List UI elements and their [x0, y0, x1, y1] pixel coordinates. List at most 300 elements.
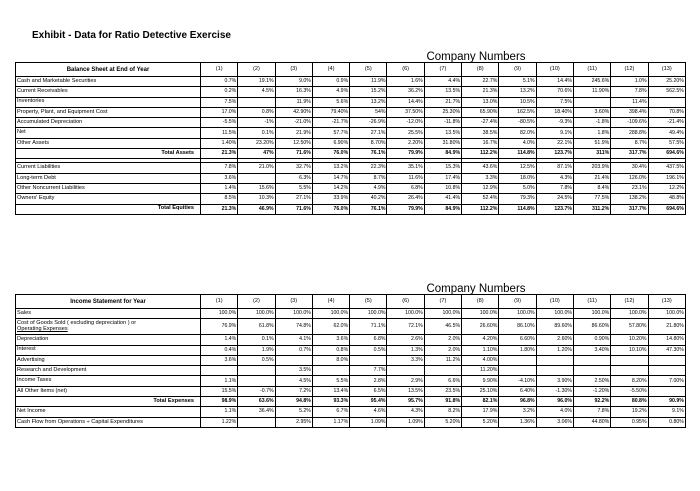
row-label-text: Cost of Goods Sold ( excluding depreciation ) or	[17, 320, 137, 327]
value-cell	[573, 366, 610, 376]
column-number: (7)	[424, 63, 461, 77]
row-label-text: Property, Plant, and Equipment Cost	[17, 108, 108, 115]
value-cell: 11.20%	[462, 366, 499, 376]
value-cell	[573, 97, 610, 107]
value-cell: 6.40%	[499, 386, 536, 396]
row-label	[16, 87, 201, 97]
cash-flow-row	[16, 417, 686, 427]
row-label	[16, 355, 201, 365]
value-cell: 0.95%	[611, 417, 648, 427]
value-cell: 23.20%	[238, 138, 275, 148]
value-cell: 5.2%	[275, 407, 312, 417]
value-cell: 203.9%	[573, 163, 610, 173]
sales-row	[16, 309, 686, 319]
value-cell: 4.0%	[499, 138, 536, 148]
value-cell: 86.10%	[499, 319, 536, 335]
value-cell	[238, 417, 275, 427]
value-cell: -1.30%	[536, 386, 573, 396]
value-cell: 96.0%	[536, 397, 573, 407]
value-cell: 22.7%	[462, 77, 499, 87]
asset-row	[16, 87, 686, 97]
value-cell: 1.8%	[573, 128, 610, 138]
value-cell: 1.1%	[201, 407, 238, 417]
value-cell: 162.5%	[499, 107, 536, 117]
column-number: (12)	[611, 63, 648, 77]
total-assets-row	[16, 149, 686, 159]
row-label	[16, 295, 201, 309]
row-label-text: Cash and Marketable Securities	[17, 77, 97, 84]
value-cell: 8.4%	[573, 183, 610, 193]
value-cell: 70.8%	[648, 107, 685, 117]
value-cell: -80.5%	[499, 118, 536, 128]
value-cell: 0.80%	[648, 417, 685, 427]
value-cell: 7.7%	[350, 366, 387, 376]
value-cell: -0.7%	[238, 386, 275, 396]
value-cell: 0.5%	[238, 355, 275, 365]
value-cell: 1.17%	[312, 417, 349, 427]
value-cell: 14.7%	[312, 173, 349, 183]
asset-row	[16, 97, 686, 107]
expense-row	[16, 355, 686, 365]
value-cell: 7.5%	[536, 97, 573, 107]
value-cell: 0.9%	[312, 77, 349, 87]
value-cell: 95.7%	[387, 397, 424, 407]
value-cell	[499, 366, 536, 376]
value-cell: 76.0%	[312, 149, 349, 159]
value-cell	[238, 97, 275, 107]
value-cell: 9.1%	[536, 128, 573, 138]
value-cell: 90.9%	[648, 397, 685, 407]
expense-row	[16, 335, 686, 345]
value-cell: 76.1%	[350, 204, 387, 214]
value-cell: 100.0%	[424, 309, 461, 319]
value-cell: 80.8%	[611, 397, 648, 407]
value-cell: 2.9%	[387, 376, 424, 386]
value-cell: -1.8%	[573, 118, 610, 128]
column-number: (1)	[201, 295, 238, 309]
value-cell: 4.20%	[462, 335, 499, 345]
column-number: (2)	[238, 63, 275, 77]
value-cell	[238, 376, 275, 386]
row-label	[16, 319, 201, 335]
value-cell: 317.7%	[611, 149, 648, 159]
value-cell: 79.3%	[499, 194, 536, 204]
value-cell: 245.6%	[573, 77, 610, 87]
value-cell	[238, 173, 275, 183]
row-label-text: Income Statement for Year	[70, 298, 146, 305]
value-cell: 25.5%	[387, 128, 424, 138]
value-cell: 4.3%	[536, 173, 573, 183]
value-cell: 70.6%	[536, 87, 573, 97]
value-cell: 5.20%	[462, 417, 499, 427]
value-cell: 13.4%	[312, 386, 349, 396]
value-cell: 7.8%	[201, 163, 238, 173]
value-cell: 21.3%	[462, 87, 499, 97]
row-label	[16, 128, 201, 138]
value-cell: 1.20%	[536, 345, 573, 355]
column-header-row	[16, 295, 686, 309]
liability-row	[16, 163, 686, 173]
value-cell: 0.1%	[238, 335, 275, 345]
value-cell: 100.0%	[201, 309, 238, 319]
value-cell: 562.5%	[648, 87, 685, 97]
value-cell: 8.2%	[424, 407, 461, 417]
value-cell: 3.06%	[536, 417, 573, 427]
row-label	[16, 138, 201, 148]
value-cell: 12.50%	[275, 138, 312, 148]
value-cell: 22.3%	[350, 163, 387, 173]
value-cell: 15.2%	[350, 87, 387, 97]
value-cell: 11.4%	[611, 97, 648, 107]
value-cell: 100.0%	[648, 309, 685, 319]
value-cell: 71.6%	[275, 204, 312, 214]
value-cell: 1.3%	[387, 345, 424, 355]
value-cell: 79.40%	[312, 107, 349, 117]
value-cell: 10.8%	[424, 183, 461, 193]
value-cell: 8.70%	[350, 138, 387, 148]
value-cell: 5.0%	[499, 183, 536, 193]
value-cell: 1.4%	[201, 335, 238, 345]
value-cell: 24.5%	[536, 194, 573, 204]
row-label-text: Current Receivables	[17, 88, 68, 95]
value-cell: 11.9%	[275, 97, 312, 107]
value-cell: 10.20%	[611, 335, 648, 345]
net-income-row	[16, 407, 686, 417]
value-cell: 5.1%	[499, 77, 536, 87]
value-cell: 52.4%	[462, 194, 499, 204]
value-cell	[611, 366, 648, 376]
value-cell: 10.5%	[499, 97, 536, 107]
column-number: (6)	[387, 63, 424, 77]
value-cell	[387, 366, 424, 376]
value-cell: 3.2%	[499, 407, 536, 417]
value-cell: 3.3%	[462, 173, 499, 183]
row-label	[16, 173, 201, 183]
value-cell: 21.4%	[573, 173, 610, 183]
value-cell: 23.1%	[611, 183, 648, 193]
value-cell: 3.90%	[536, 376, 573, 386]
value-cell: 1.4%	[201, 183, 238, 193]
value-cell: 95.4%	[350, 397, 387, 407]
value-cell: 100.0%	[238, 309, 275, 319]
row-label-text-continued: Operating Expenses	[17, 325, 68, 332]
value-cell: 89.60%	[536, 319, 573, 335]
value-cell: 5.5%	[312, 376, 349, 386]
value-cell: 2.0%	[424, 345, 461, 355]
value-cell: 86.60%	[573, 319, 610, 335]
value-cell: 437.5%	[648, 163, 685, 173]
value-cell: -21.4%	[648, 118, 685, 128]
value-cell: 3.6%	[201, 173, 238, 183]
value-cell	[536, 366, 573, 376]
column-header-row	[16, 63, 686, 77]
value-cell: 2.20%	[387, 138, 424, 148]
value-cell: 2.50%	[573, 376, 610, 386]
row-label-text: Research and Development	[17, 367, 87, 374]
row-label	[16, 386, 201, 396]
value-cell: 21.9%	[275, 128, 312, 138]
value-cell: 40.2%	[350, 194, 387, 204]
value-cell: -4.10%	[499, 376, 536, 386]
value-cell: 4.4%	[424, 77, 461, 87]
column-number: (2)	[238, 295, 275, 309]
row-label-text: Net Income	[17, 408, 46, 415]
value-cell: 196.1%	[648, 173, 685, 183]
row-label	[16, 97, 201, 107]
value-cell: 8.7%	[611, 138, 648, 148]
value-cell: 36.4%	[238, 407, 275, 417]
value-cell: 100.0%	[275, 309, 312, 319]
row-label-text: Other Noncurrent Liabilities	[17, 184, 85, 191]
value-cell: 100.0%	[387, 309, 424, 319]
row-label-text: Cash Flow from Operations ÷ Capital Expenditures	[17, 418, 143, 425]
value-cell: 4.5%	[238, 87, 275, 97]
value-cell: 46.5%	[424, 319, 461, 335]
column-number: (4)	[312, 63, 349, 77]
value-cell: 23.5%	[424, 386, 461, 396]
value-cell: 74.8%	[275, 319, 312, 335]
value-cell: 11.5%	[201, 128, 238, 138]
value-cell: 13.2%	[312, 163, 349, 173]
row-label	[16, 335, 201, 345]
value-cell: 7.2%	[275, 386, 312, 396]
value-cell: 4.9%	[312, 87, 349, 97]
value-cell: 65.90%	[462, 107, 499, 117]
value-cell: 25.20%	[648, 77, 685, 87]
balance-sheet-table	[15, 62, 686, 215]
value-cell: 57.5%	[648, 138, 685, 148]
value-cell: 100.0%	[499, 309, 536, 319]
value-cell: 38.5%	[462, 128, 499, 138]
income-statement-table	[15, 294, 686, 428]
value-cell	[350, 355, 387, 365]
column-number: (9)	[499, 295, 536, 309]
column-number: (5)	[350, 295, 387, 309]
value-cell: 17.9%	[462, 407, 499, 417]
row-label-text: Long-term Debt	[17, 174, 56, 181]
row-label-text: Accumulated Depreciation	[17, 119, 83, 126]
value-cell: 10.3%	[238, 194, 275, 204]
value-cell: 27.1%	[275, 194, 312, 204]
value-cell: 8.7%	[350, 173, 387, 183]
total-expenses-row	[16, 397, 686, 407]
column-number: (12)	[611, 295, 648, 309]
value-cell: 12.9%	[462, 183, 499, 193]
row-label-text: Income Taxes	[17, 377, 52, 384]
value-cell: 317.7%	[611, 204, 648, 214]
row-label	[16, 407, 201, 417]
value-cell: 71.6%	[275, 149, 312, 159]
value-cell: 63.6%	[238, 397, 275, 407]
row-label	[16, 309, 201, 319]
value-cell: -27.4%	[462, 118, 499, 128]
column-number: (8)	[462, 295, 499, 309]
value-cell: 19.2%	[611, 407, 648, 417]
value-cell: 100.0%	[536, 309, 573, 319]
value-cell: 15.3%	[424, 163, 461, 173]
value-cell	[536, 355, 573, 365]
column-number: (3)	[275, 63, 312, 77]
value-cell: -26.9%	[350, 118, 387, 128]
value-cell	[238, 366, 275, 376]
value-cell: 0.2%	[201, 87, 238, 97]
value-cell: 114.8%	[499, 204, 536, 214]
value-cell: 123.7%	[536, 204, 573, 214]
value-cell: 100.0%	[611, 309, 648, 319]
value-cell: 0.7%	[275, 345, 312, 355]
value-cell: 19.1%	[238, 77, 275, 87]
value-cell: 11.2%	[424, 355, 461, 365]
value-cell: 22.1%	[536, 138, 573, 148]
value-cell: 9.0%	[275, 77, 312, 87]
value-cell: 25.10%	[462, 386, 499, 396]
value-cell: 6.7%	[312, 407, 349, 417]
row-label	[16, 417, 201, 427]
row-label	[16, 77, 201, 87]
asset-row	[16, 138, 686, 148]
value-cell	[648, 97, 685, 107]
value-cell: 82.1%	[462, 397, 499, 407]
value-cell: 32.7%	[275, 163, 312, 173]
value-cell	[424, 366, 461, 376]
value-cell: 71.1%	[350, 319, 387, 335]
row-label	[16, 118, 201, 128]
value-cell: 5.5%	[275, 183, 312, 193]
value-cell: 42.90%	[275, 107, 312, 117]
row-label-text: Current Liabilities	[17, 164, 61, 171]
column-number: (1)	[201, 63, 238, 77]
row-label-text: Depreciation	[17, 336, 49, 343]
value-cell: 16.3%	[275, 87, 312, 97]
row-label	[16, 345, 201, 355]
value-cell: 17.4%	[424, 173, 461, 183]
value-cell: 288.8%	[611, 128, 648, 138]
row-label	[16, 366, 201, 376]
row-label-text: Total Assets	[161, 149, 194, 156]
row-label	[16, 163, 201, 173]
row-label-text: Owners' Equity	[17, 195, 55, 202]
value-cell	[611, 355, 648, 365]
value-cell: 100.0%	[350, 309, 387, 319]
value-cell: 57.7%	[312, 128, 349, 138]
value-cell	[648, 355, 685, 365]
value-cell: 1.6%	[387, 77, 424, 87]
value-cell: 6.5%	[350, 386, 387, 396]
value-cell: 94.8%	[275, 397, 312, 407]
value-cell: 138.2%	[611, 194, 648, 204]
value-cell: 7.00%	[648, 376, 685, 386]
value-cell: 98.9%	[201, 397, 238, 407]
column-number: (8)	[462, 63, 499, 77]
value-cell: 44.80%	[573, 417, 610, 427]
value-cell: 54%	[350, 107, 387, 117]
value-cell: 76.0%	[312, 204, 349, 214]
value-cell: 694.6%	[648, 204, 685, 214]
value-cell: 77.5%	[573, 194, 610, 204]
value-cell: 92.2%	[573, 397, 610, 407]
value-cell: 57.80%	[611, 319, 648, 335]
value-cell: 10.10%	[611, 345, 648, 355]
value-cell: -1%	[238, 118, 275, 128]
value-cell: 1.36%	[499, 417, 536, 427]
column-number: (13)	[648, 295, 685, 309]
expense-row	[16, 345, 686, 355]
value-cell: 1.40%	[201, 138, 238, 148]
value-cell: 1.09%	[350, 417, 387, 427]
exhibit-title: Exhibit - Data for Ratio Detective Exercise	[32, 30, 231, 41]
value-cell: -21.0%	[275, 118, 312, 128]
value-cell: 16.7%	[462, 138, 499, 148]
income-company-numbers-title: Company Numbers	[426, 283, 526, 295]
value-cell: 6.8%	[387, 183, 424, 193]
value-cell: -109.6%	[611, 118, 648, 128]
value-cell: -5.50%	[611, 386, 648, 396]
value-cell: 21.7%	[424, 97, 461, 107]
value-cell: 0.1%	[238, 128, 275, 138]
value-cell: 5.20%	[424, 417, 461, 427]
value-cell: 1.09%	[387, 417, 424, 427]
value-cell: 12.5%	[499, 163, 536, 173]
value-cell	[648, 366, 685, 376]
value-cell: 11.90%	[573, 87, 610, 97]
asset-row	[16, 118, 686, 128]
value-cell: 0.8%	[312, 345, 349, 355]
value-cell: 84.9%	[424, 204, 461, 214]
row-label	[16, 194, 201, 204]
asset-row	[16, 107, 686, 117]
row-label	[16, 376, 201, 386]
value-cell: 1.22%	[201, 417, 238, 427]
value-cell: 6.6%	[424, 376, 461, 386]
value-cell: 47%	[238, 149, 275, 159]
value-cell: 13.0%	[462, 97, 499, 107]
value-cell: 15.6%	[238, 183, 275, 193]
value-cell	[648, 386, 685, 396]
value-cell: 9.1%	[648, 407, 685, 417]
value-cell: 0.8%	[238, 107, 275, 117]
value-cell	[201, 366, 238, 376]
value-cell: 0.4%	[201, 345, 238, 355]
value-cell: 13.5%	[424, 128, 461, 138]
column-number: (3)	[275, 295, 312, 309]
value-cell: 41.4%	[424, 194, 461, 204]
row-label-text: Interest	[17, 346, 36, 353]
value-cell: 100.0%	[462, 309, 499, 319]
row-label-text: All Other Items (net)	[17, 387, 68, 394]
column-number: (10)	[536, 63, 573, 77]
value-cell: 0.7%	[201, 77, 238, 87]
value-cell: 1.9%	[238, 345, 275, 355]
column-number: (7)	[424, 295, 461, 309]
value-cell: 2.6%	[387, 335, 424, 345]
value-cell: 7.8%	[611, 87, 648, 97]
value-cell: 1.10%	[462, 345, 499, 355]
value-cell: 6.60%	[499, 335, 536, 345]
value-cell: 96.8%	[499, 397, 536, 407]
value-cell: 6.90%	[312, 138, 349, 148]
row-label-text: Inventories	[17, 98, 45, 105]
value-cell: 3.3%	[387, 355, 424, 365]
value-cell: 1.0%	[611, 77, 648, 87]
expense-row	[16, 366, 686, 376]
value-cell: 4.3%	[387, 407, 424, 417]
value-cell: 6.3%	[275, 173, 312, 183]
value-cell: 46.9%	[238, 204, 275, 214]
value-cell: 11.6%	[387, 173, 424, 183]
value-cell: 43.6%	[462, 163, 499, 173]
value-cell: 1.80%	[499, 345, 536, 355]
value-cell: 37.50%	[387, 107, 424, 117]
